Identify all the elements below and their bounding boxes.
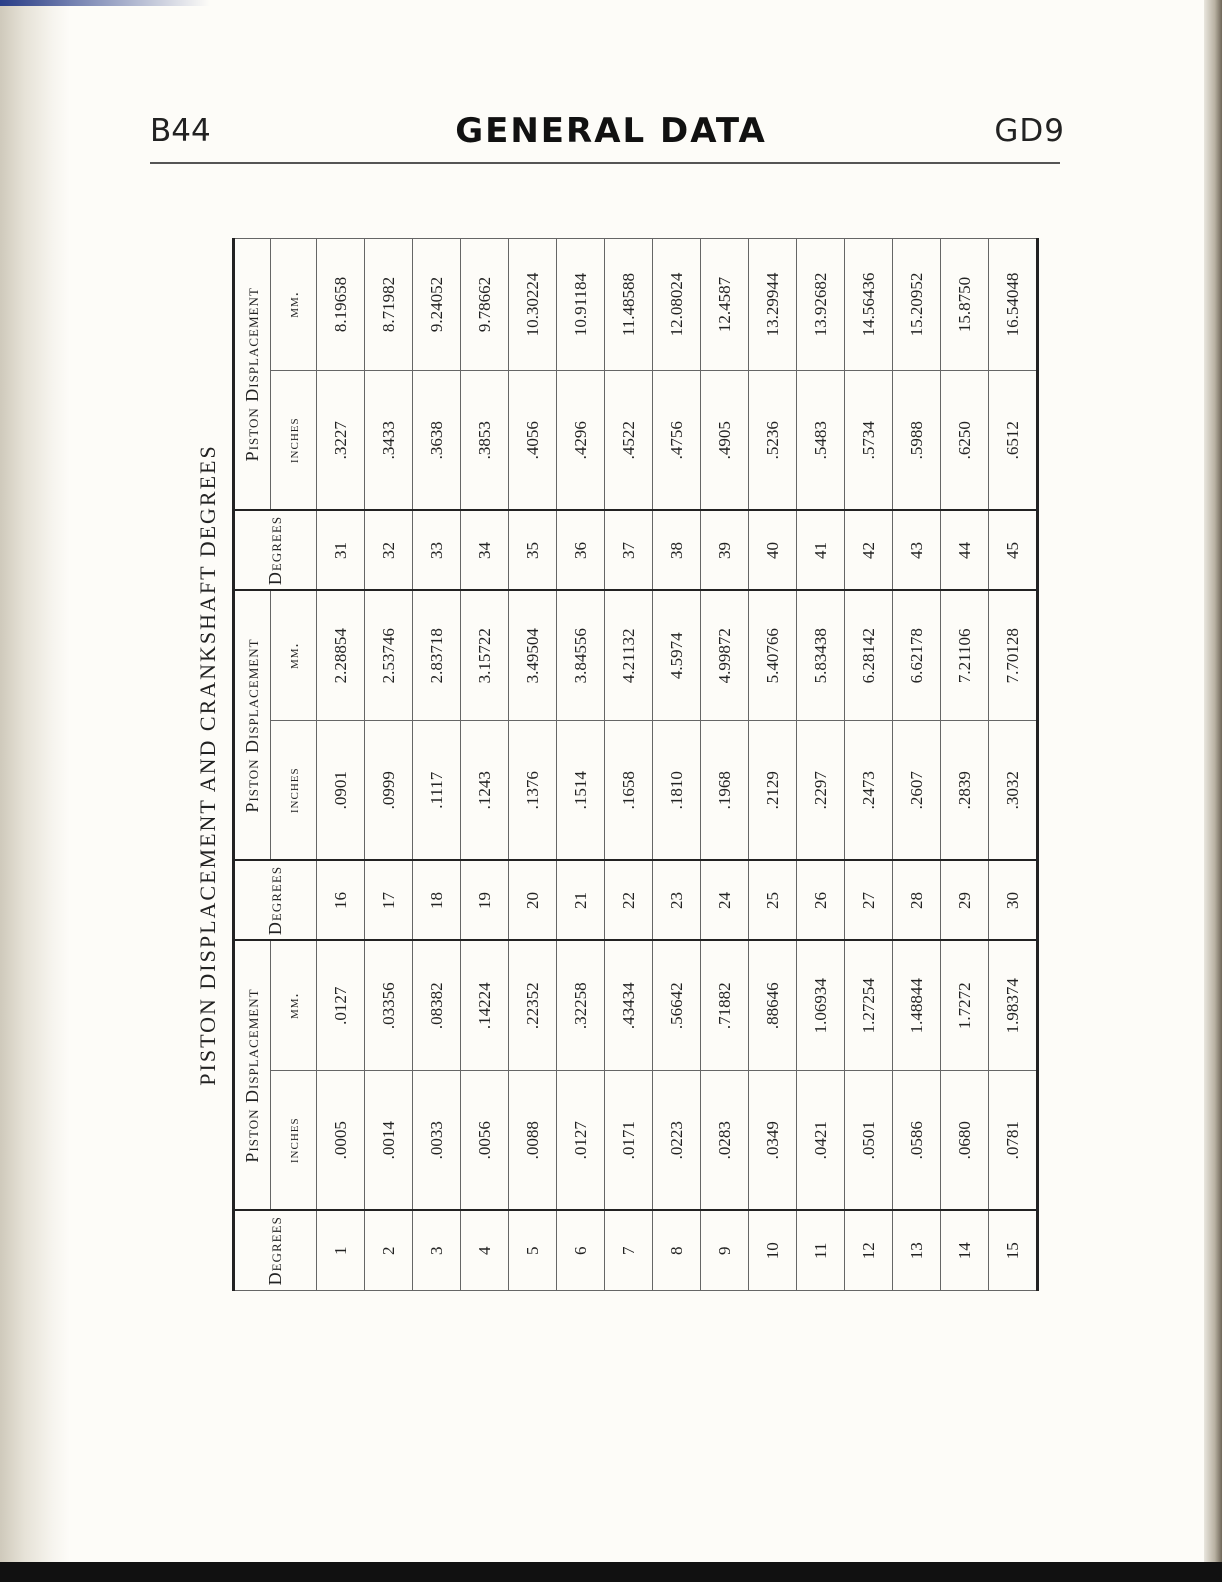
table-row [509, 239, 557, 1291]
degrees-cell: 29 [941, 861, 989, 941]
degrees-cell: 16 [317, 861, 365, 941]
mm-cell: 13.29944 [749, 239, 797, 371]
degrees-cell: 31 [317, 511, 365, 591]
mm-cell: .71882 [701, 941, 749, 1071]
inches-cell: .0014 [365, 1071, 413, 1211]
mm-cell: 1.98374 [989, 941, 1038, 1071]
inches-cell: .3227 [317, 371, 365, 511]
mm-cell: 4.99872 [701, 591, 749, 721]
inches-cell: .5988 [893, 371, 941, 511]
mm-cell: 2.53746 [365, 591, 413, 721]
degrees-cell: 44 [941, 511, 989, 591]
inches-cell: .0421 [797, 1071, 845, 1211]
inches-cell: .0680 [941, 1071, 989, 1211]
degrees-cell: 28 [893, 861, 941, 941]
degrees-header: Degrees [234, 861, 317, 941]
mm-cell: .08382 [413, 941, 461, 1071]
degrees-cell: 38 [653, 511, 701, 591]
degrees-cell: 10 [749, 1211, 797, 1291]
degrees-cell: 37 [605, 511, 653, 591]
degrees-cell: 25 [749, 861, 797, 941]
table-row [605, 239, 653, 1291]
degrees-cell: 11 [797, 1211, 845, 1291]
degrees-cell: 27 [845, 861, 893, 941]
degrees-cell: 8 [653, 1211, 701, 1291]
degrees-cell: 42 [845, 511, 893, 591]
displacement-table [232, 238, 1039, 1291]
degrees-cell: 33 [413, 511, 461, 591]
mm-cell: 2.83718 [413, 591, 461, 721]
header-left-code: B44 [150, 113, 211, 149]
inches-cell: .4522 [605, 371, 653, 511]
degrees-cell: 6 [557, 1211, 605, 1291]
mm-header: mm. [271, 591, 317, 721]
inches-cell: .1968 [701, 721, 749, 861]
inches-cell: .0088 [509, 1071, 557, 1211]
inches-cell: .4296 [557, 371, 605, 511]
degrees-cell: 22 [605, 861, 653, 941]
degrees-cell: 45 [989, 511, 1038, 591]
inches-cell: .5734 [845, 371, 893, 511]
table-body [317, 239, 1038, 1291]
degrees-cell: 21 [557, 861, 605, 941]
header-right-code: GD9 [994, 113, 1065, 149]
table-row [557, 239, 605, 1291]
degrees-cell: 1 [317, 1211, 365, 1291]
table-row [413, 239, 461, 1291]
mm-cell: 7.70128 [989, 591, 1038, 721]
degrees-cell: 32 [365, 511, 413, 591]
mm-cell: 12.4587 [701, 239, 749, 371]
inches-cell: .5236 [749, 371, 797, 511]
mm-cell: 3.84556 [557, 591, 605, 721]
mm-cell: 10.30224 [509, 239, 557, 371]
inches-cell: .0781 [989, 1071, 1038, 1211]
degrees-cell: 12 [845, 1211, 893, 1291]
table-row [317, 239, 365, 1291]
header-rule [150, 162, 1060, 164]
inches-cell: .3853 [461, 371, 509, 511]
inches-cell: .1376 [509, 721, 557, 861]
degrees-cell: 7 [605, 1211, 653, 1291]
degrees-cell: 13 [893, 1211, 941, 1291]
mm-cell: 8.71982 [365, 239, 413, 371]
mm-cell: 6.28142 [845, 591, 893, 721]
degrees-cell: 18 [413, 861, 461, 941]
degrees-cell: 17 [365, 861, 413, 941]
degrees-cell: 36 [557, 511, 605, 591]
piston-displacement-header: Piston Displacement [234, 239, 271, 511]
degrees-cell: 24 [701, 861, 749, 941]
piston-displacement-header: Piston Displacement [234, 591, 271, 861]
mm-cell: .88646 [749, 941, 797, 1071]
degrees-cell: 40 [749, 511, 797, 591]
inches-cell: .5483 [797, 371, 845, 511]
table-row [461, 239, 509, 1291]
inches-cell: .3638 [413, 371, 461, 511]
mm-cell: .14224 [461, 941, 509, 1071]
table-row [653, 239, 701, 1291]
degrees-cell: 20 [509, 861, 557, 941]
mm-cell: .03356 [365, 941, 413, 1071]
mm-cell: 4.5974 [653, 591, 701, 721]
mm-cell: 1.27254 [845, 941, 893, 1071]
inches-cell: .3433 [365, 371, 413, 511]
mm-cell: 9.24052 [413, 239, 461, 371]
table-row [797, 239, 845, 1291]
mm-cell: .32258 [557, 941, 605, 1071]
degrees-cell: 43 [893, 511, 941, 591]
mm-cell: .56642 [653, 941, 701, 1071]
degrees-cell: 14 [941, 1211, 989, 1291]
inches-cell: .0171 [605, 1071, 653, 1211]
table-row [749, 239, 797, 1291]
mm-cell: .43434 [605, 941, 653, 1071]
mm-header: mm. [271, 941, 317, 1071]
inches-cell: .4056 [509, 371, 557, 511]
mm-cell: .22352 [509, 941, 557, 1071]
degrees-cell: 23 [653, 861, 701, 941]
mm-cell: 1.06934 [797, 941, 845, 1071]
inches-cell: .0501 [845, 1071, 893, 1211]
page-edge [1204, 0, 1222, 1582]
degrees-cell: 34 [461, 511, 509, 591]
inches-cell: .3032 [989, 721, 1038, 861]
inches-cell: .4756 [653, 371, 701, 511]
inches-cell: .2297 [797, 721, 845, 861]
inches-cell: .2129 [749, 721, 797, 861]
inches-header: inches [271, 371, 317, 511]
mm-cell: 13.92682 [797, 239, 845, 371]
inches-cell: .1810 [653, 721, 701, 861]
degrees-cell: 35 [509, 511, 557, 591]
page-title: GENERAL DATA [455, 111, 767, 151]
inches-cell: .2473 [845, 721, 893, 861]
table-title: PISTON DISPLACEMENT AND CRANKSHAFT DEGREES [195, 444, 220, 1086]
inches-cell: .0349 [749, 1071, 797, 1211]
table-row [365, 239, 413, 1291]
inches-cell: .0223 [653, 1071, 701, 1211]
inches-cell: .4905 [701, 371, 749, 511]
mm-cell: 3.15722 [461, 591, 509, 721]
mm-cell: 1.7272 [941, 941, 989, 1071]
mm-cell: 8.19658 [317, 239, 365, 371]
binding-shadow [0, 0, 70, 1582]
table-row [941, 239, 989, 1291]
degrees-cell: 30 [989, 861, 1038, 941]
degrees-cell: 3 [413, 1211, 461, 1291]
rotated-table-block [188, 239, 1038, 1291]
mm-cell: 6.62178 [893, 591, 941, 721]
degrees-cell: 9 [701, 1211, 749, 1291]
scan-bottom-band [0, 1562, 1222, 1582]
degrees-cell: 26 [797, 861, 845, 941]
mm-header: mm. [271, 239, 317, 371]
inches-cell: .0056 [461, 1071, 509, 1211]
inches-cell: .1243 [461, 721, 509, 861]
inches-cell: .0586 [893, 1071, 941, 1211]
degrees-cell: 2 [365, 1211, 413, 1291]
mm-cell: 12.08024 [653, 239, 701, 371]
mm-cell: 3.49504 [509, 591, 557, 721]
mm-cell: 5.83438 [797, 591, 845, 721]
mm-cell: 15.20952 [893, 239, 941, 371]
mm-cell: 14.56436 [845, 239, 893, 371]
table-row [989, 239, 1038, 1291]
table-row [701, 239, 749, 1291]
degrees-cell: 19 [461, 861, 509, 941]
inches-cell: .0127 [557, 1071, 605, 1211]
mm-cell: 10.91184 [557, 239, 605, 371]
inches-cell: .0005 [317, 1071, 365, 1211]
mm-cell: 11.48588 [605, 239, 653, 371]
inches-cell: .6250 [941, 371, 989, 511]
inches-cell: .0999 [365, 721, 413, 861]
inches-cell: .2607 [893, 721, 941, 861]
mm-cell: 16.54048 [989, 239, 1038, 371]
mm-cell: .0127 [317, 941, 365, 1071]
mm-cell: 15.8750 [941, 239, 989, 371]
inches-cell: .1514 [557, 721, 605, 861]
degrees-header: Degrees [234, 1211, 317, 1291]
degrees-cell: 41 [797, 511, 845, 591]
inches-cell: .0033 [413, 1071, 461, 1211]
mm-cell: 9.78662 [461, 239, 509, 371]
mm-cell: 4.21132 [605, 591, 653, 721]
degrees-cell: 39 [701, 511, 749, 591]
inches-header: inches [271, 721, 317, 861]
table-row [845, 239, 893, 1291]
inches-cell: .1658 [605, 721, 653, 861]
degrees-cell: 15 [989, 1211, 1038, 1291]
mm-cell: 1.48844 [893, 941, 941, 1071]
mm-cell: 7.21106 [941, 591, 989, 721]
inches-cell: .0283 [701, 1071, 749, 1211]
inches-cell: .1117 [413, 721, 461, 861]
degrees-header: Degrees [234, 511, 317, 591]
inches-cell: .2839 [941, 721, 989, 861]
mm-cell: 2.28854 [317, 591, 365, 721]
degrees-cell: 5 [509, 1211, 557, 1291]
mm-cell: 5.40766 [749, 591, 797, 721]
inches-cell: .6512 [989, 371, 1038, 511]
inches-header: inches [271, 1071, 317, 1211]
scan-edge [0, 0, 210, 6]
table-row [893, 239, 941, 1291]
inches-cell: .0901 [317, 721, 365, 861]
degrees-cell: 4 [461, 1211, 509, 1291]
piston-displacement-header: Piston Displacement [234, 941, 271, 1211]
